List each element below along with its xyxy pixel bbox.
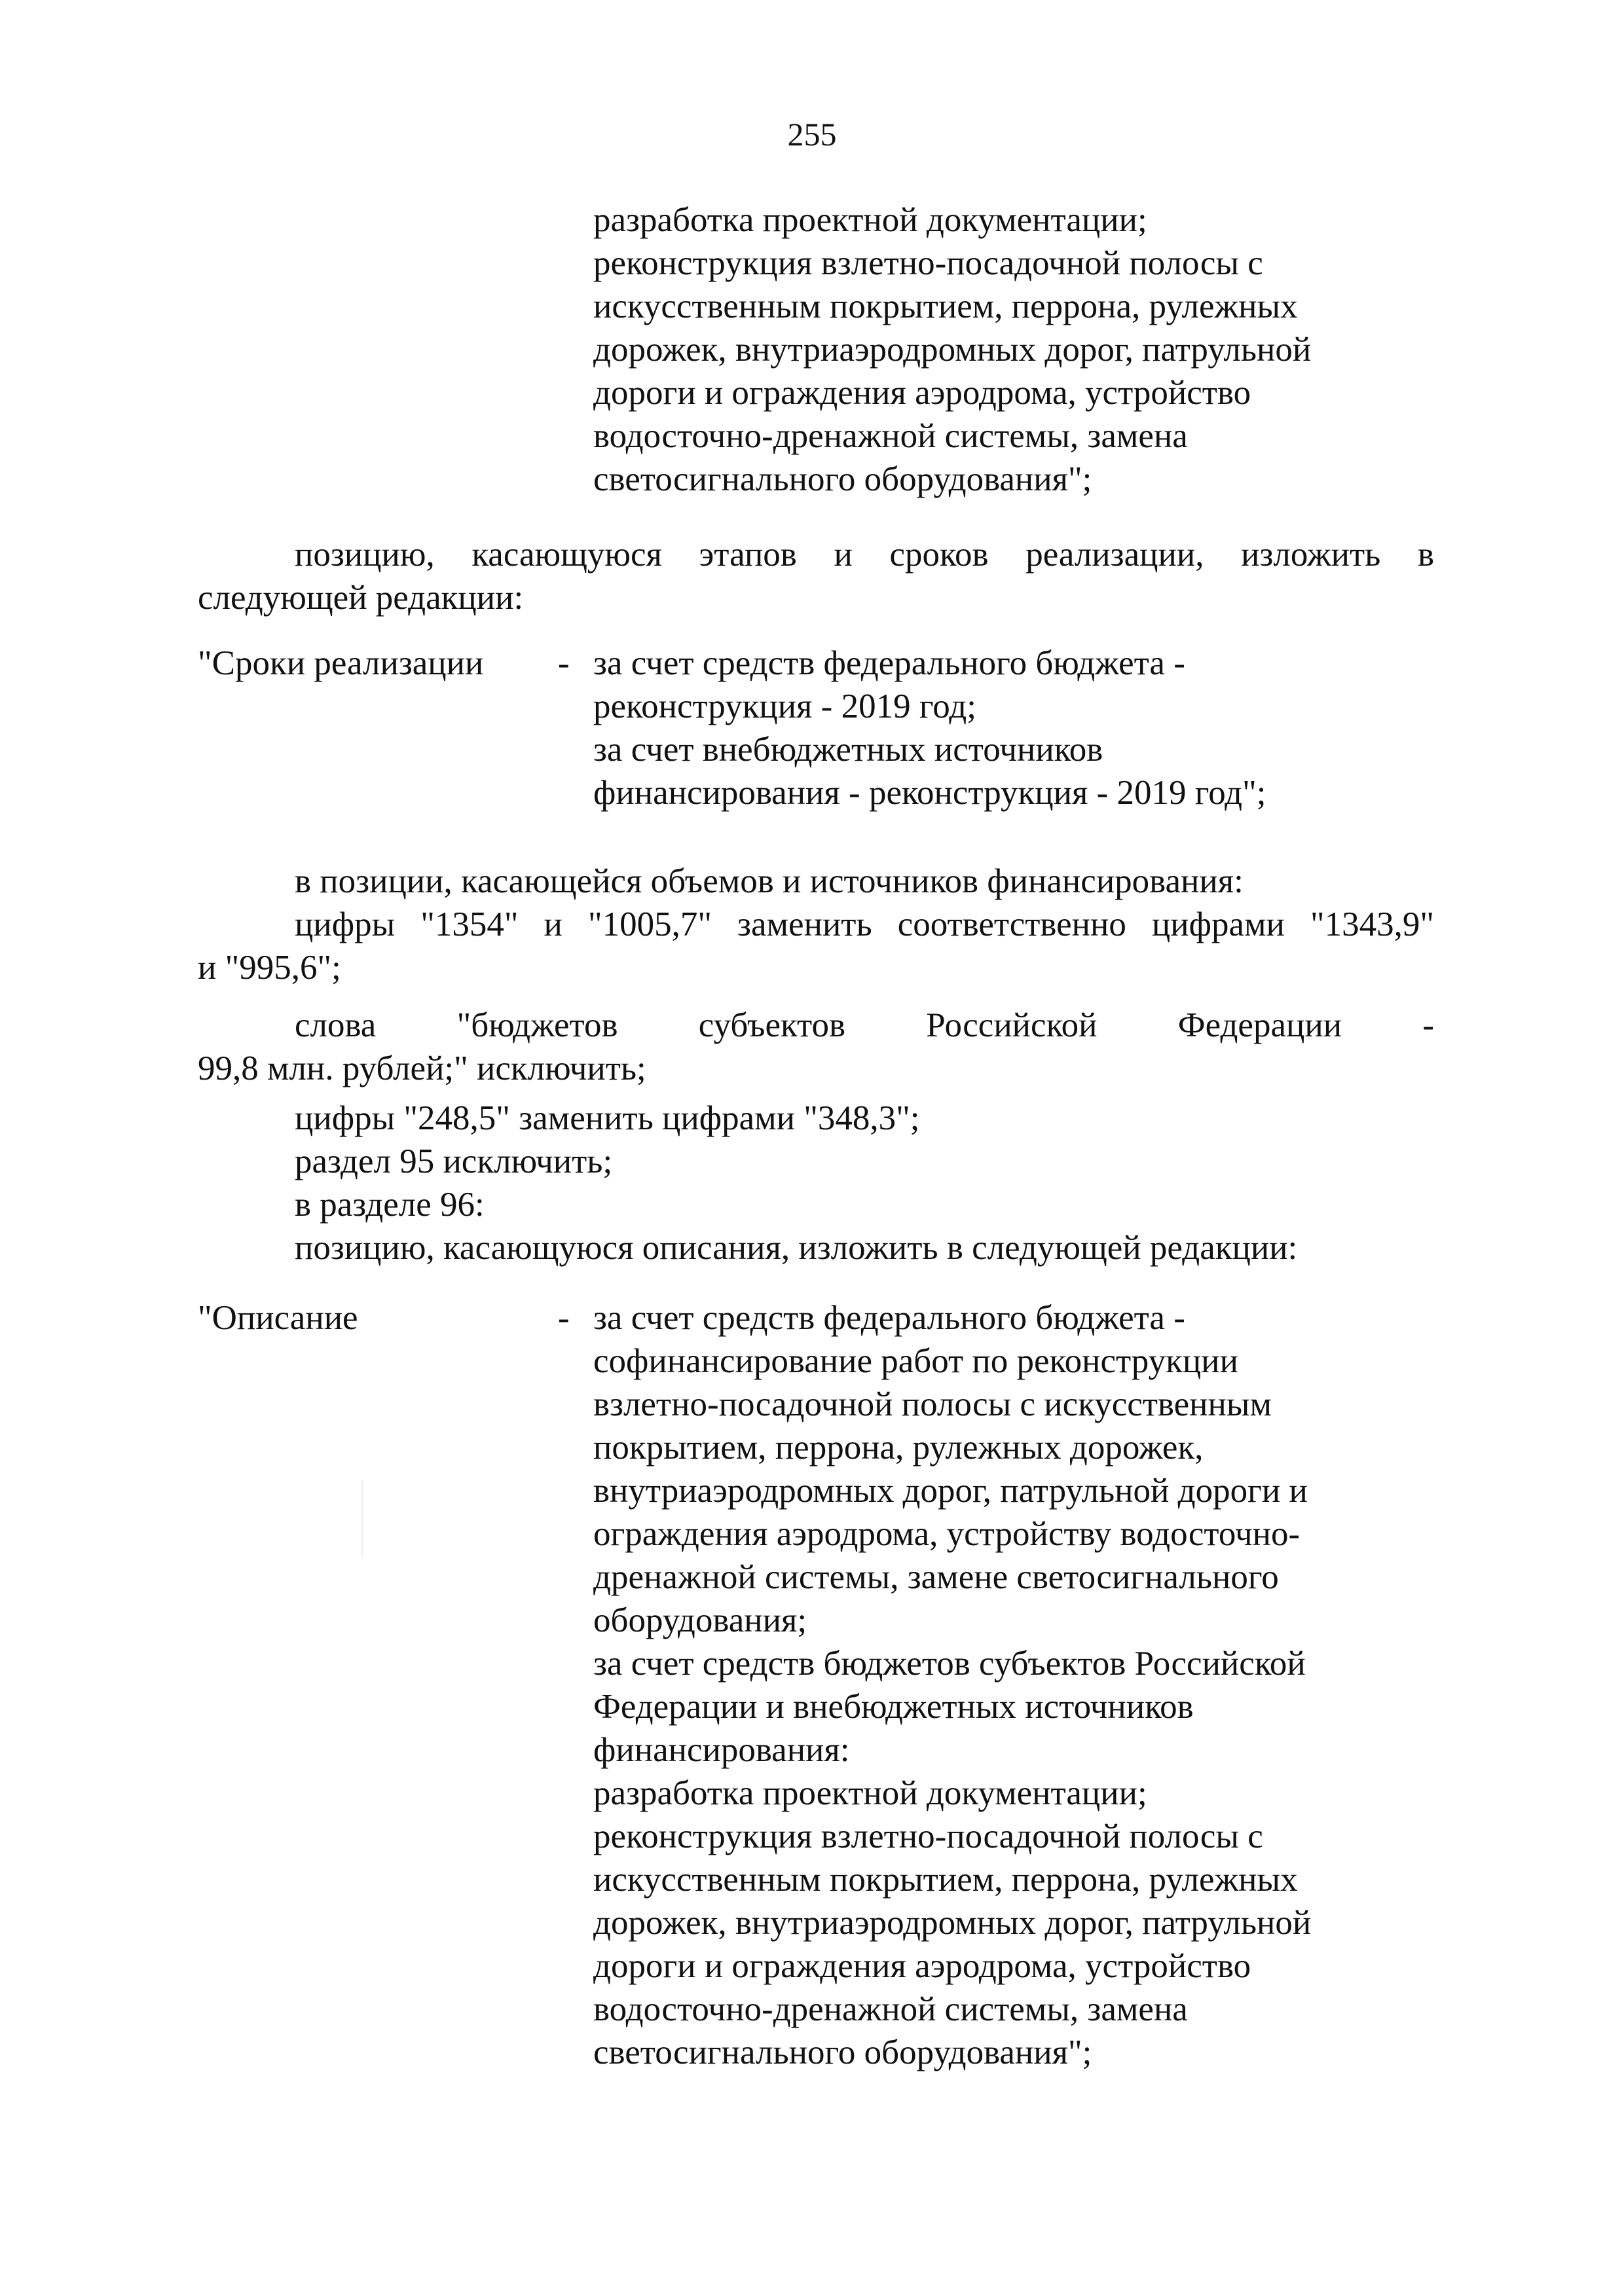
text-line: раздел 95 исключить;	[295, 1142, 613, 1180]
text-line: водосточно-дренажной системы, замена	[593, 417, 1188, 455]
term-dash: -	[558, 644, 570, 682]
term-dash: -	[558, 1299, 570, 1337]
text-line: в позиции, касающейся объемов и источников финансирования:	[295, 862, 1244, 900]
instruction-line	[295, 1097, 920, 1140]
text-line: следующей редакции:	[198, 579, 524, 617]
text-line: дорожек, внутриаэродромных дорог, патрульной	[593, 1904, 1312, 1942]
text-line: дорожек, внутриаэродромных дорог, патрульной	[593, 331, 1312, 369]
instruction-line	[198, 946, 341, 989]
text-line: 99,8 млн. рублей;" исключить;	[198, 1049, 646, 1087]
instruction-line	[295, 1183, 485, 1226]
text-line: софинансирование работ по реконструкции	[593, 1342, 1238, 1380]
text-line: слова "бюджетов субъектов Российской Федерации -	[295, 1006, 1434, 1044]
text-line: искусственным покрытием, перрона, рулежных	[593, 287, 1298, 325]
text-line: цифры "248,5" заменить цифрами "348,3";	[295, 1099, 920, 1137]
text-line: дороги и ограждения аэродрома, устройство	[593, 1947, 1251, 1985]
text-line: реконструкция - 2019 год;	[593, 687, 976, 725]
top-description-block	[593, 198, 1311, 501]
text-line: реконструкция взлетно-посадочной полосы с	[593, 244, 1263, 282]
instruction-line	[295, 1004, 1434, 1047]
page-number: 255	[787, 116, 837, 153]
text-line: внутриаэродромных дорог, патрульной дороги и	[593, 1472, 1308, 1510]
text-line: позицию, касающуюся этапов и сроков реализации, изложить в	[295, 536, 1434, 574]
text-line: искусственным покрытием, перрона, рулежных	[593, 1861, 1298, 1899]
text-line: водосточно-дренажной системы, замена	[593, 1990, 1188, 2028]
paragraph-stages	[295, 533, 1434, 576]
text-line: и "995,6";	[198, 949, 341, 987]
sroki-description	[593, 642, 1266, 814]
text-line: за счет средств федерального бюджета -	[593, 1299, 1185, 1337]
text-line: дренажной системы, замене светосигнального	[593, 1558, 1279, 1596]
text-line: Федерации и внебюджетных источников	[593, 1688, 1194, 1726]
text-line: позицию, касающуюся описания, изложить в следующей редакции:	[295, 1229, 1298, 1267]
opisanie-description	[593, 1296, 1311, 2074]
text-line: в разделе 96:	[295, 1186, 485, 1224]
text-line: светосигнального оборудования";	[593, 460, 1092, 498]
instruction-line	[295, 860, 1244, 903]
text-line: разработка проектной документации;	[593, 201, 1147, 239]
text-line: покрытием, перрона, рулежных дорожек,	[593, 1429, 1204, 1467]
text-line: за счет внебюджетных источников	[593, 731, 1103, 769]
term-opisanie: "Описание	[198, 1299, 358, 1337]
text-line: финансирования:	[593, 1731, 850, 1769]
instruction-line	[198, 1047, 646, 1090]
instruction-line	[295, 1140, 612, 1183]
text-line: цифры "1354" и "1005,7" заменить соответственно цифрами "1343,9"	[295, 905, 1434, 943]
instruction-line	[295, 1226, 1297, 1269]
text-line: дороги и ограждения аэродрома, устройство	[593, 374, 1251, 412]
paragraph-stages-cont	[198, 576, 523, 619]
text-line: оборудования;	[593, 1601, 807, 1639]
text-line: за счет средств бюджетов субъектов Российской	[593, 1645, 1306, 1683]
text-line: ограждения аэродрома, устройству водосточно-	[593, 1515, 1301, 1553]
instruction-line	[295, 903, 1434, 946]
term-sroki: "Сроки реализации	[198, 644, 484, 682]
text-line: финансирования - реконструкция - 2019 год";	[593, 774, 1266, 812]
text-line: реконструкция взлетно-посадочной полосы с	[593, 1817, 1263, 1855]
text-line: разработка проектной документации;	[593, 1774, 1147, 1812]
text-line: взлетно-посадочной полосы с искусственным	[593, 1385, 1272, 1423]
text-line: светосигнального оборудования";	[593, 2033, 1092, 2071]
text-line: за счет средств федерального бюджета -	[593, 644, 1185, 682]
scan-artifact-line	[361, 1480, 363, 1558]
